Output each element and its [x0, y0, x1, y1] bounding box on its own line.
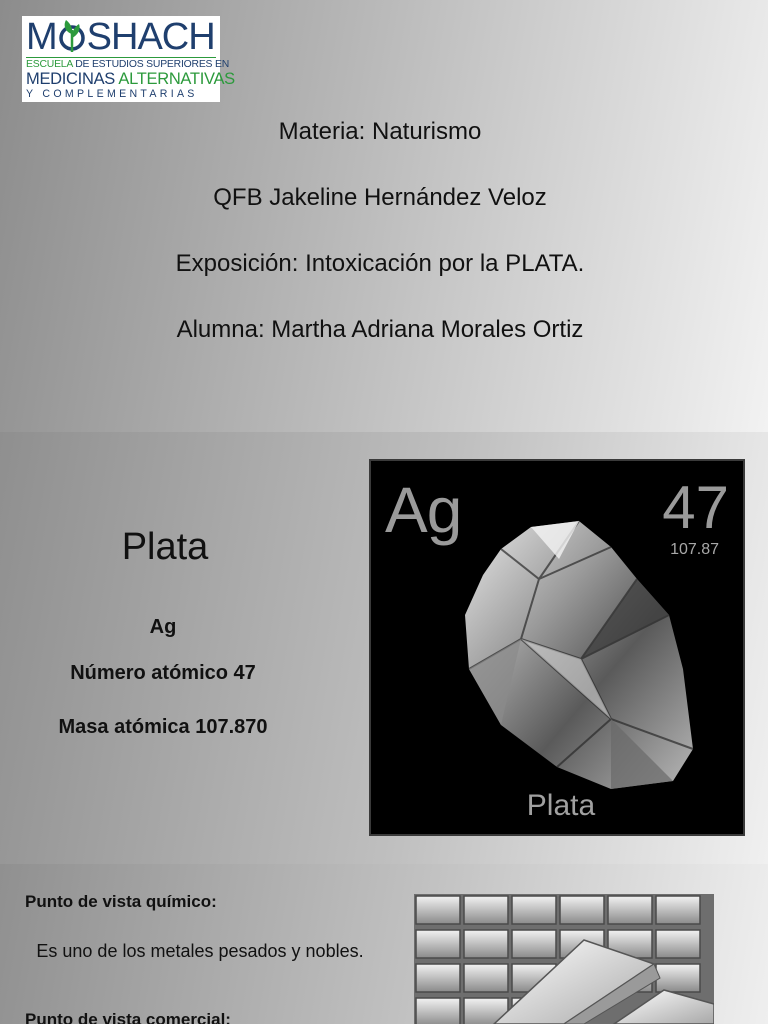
subject-line: Materia: Naturismo [278, 118, 482, 145]
teacher-line: QFB Jakeline Hernández Veloz [213, 184, 547, 211]
logo-word-right: SHACH [86, 16, 215, 58]
commercial-viewpoint-heading: Punto de vista comercial: [25, 1010, 231, 1024]
student-line: Alumna: Martha Adriana Morales Ortiz [176, 316, 584, 343]
card-symbol: Ag [385, 474, 462, 546]
slide-heading: Plata [121, 526, 209, 568]
logo-wordmark [26, 18, 216, 56]
exposition-line: Exposición: Intoxicación por la PLATA. [175, 250, 585, 277]
title-slide [0, 0, 768, 432]
card-element-name: Plata [526, 789, 596, 822]
leaf-icon [57, 18, 87, 56]
properties-slide [0, 864, 768, 1024]
card-atomic-mass: 107.87 [670, 541, 719, 558]
atomic-number-text: Número atómico 47 [70, 662, 256, 684]
logo-line1-part2: DE ESTUDIOS SUPERIORES EN [72, 59, 230, 70]
logo-line1-part1: ESCUELA [26, 59, 73, 70]
logo-line2 [26, 70, 235, 88]
logo-word-left: M [26, 16, 57, 58]
logo-line1 [26, 57, 230, 71]
logo-line2-part2: ALTERNATIVAS [118, 70, 235, 88]
silver-nugget-image [461, 519, 697, 791]
element-card-image [369, 459, 745, 836]
element-symbol-text: Ag [149, 616, 177, 638]
logo-line3: Y COMPLEMENTARIAS [26, 88, 198, 100]
atomic-mass-text: Masa atómica 107.870 [58, 716, 268, 738]
logo-line2-part1: MEDICINAS [26, 70, 119, 88]
school-logo [22, 16, 235, 102]
element-slide [0, 432, 768, 864]
chemical-viewpoint-heading: Punto de vista químico: [25, 892, 217, 911]
card-atomic-number: 47 [662, 474, 729, 541]
silver-bars-image [414, 894, 714, 1024]
chemical-viewpoint-text: Es uno de los metales pesados y nobles. [36, 941, 364, 961]
